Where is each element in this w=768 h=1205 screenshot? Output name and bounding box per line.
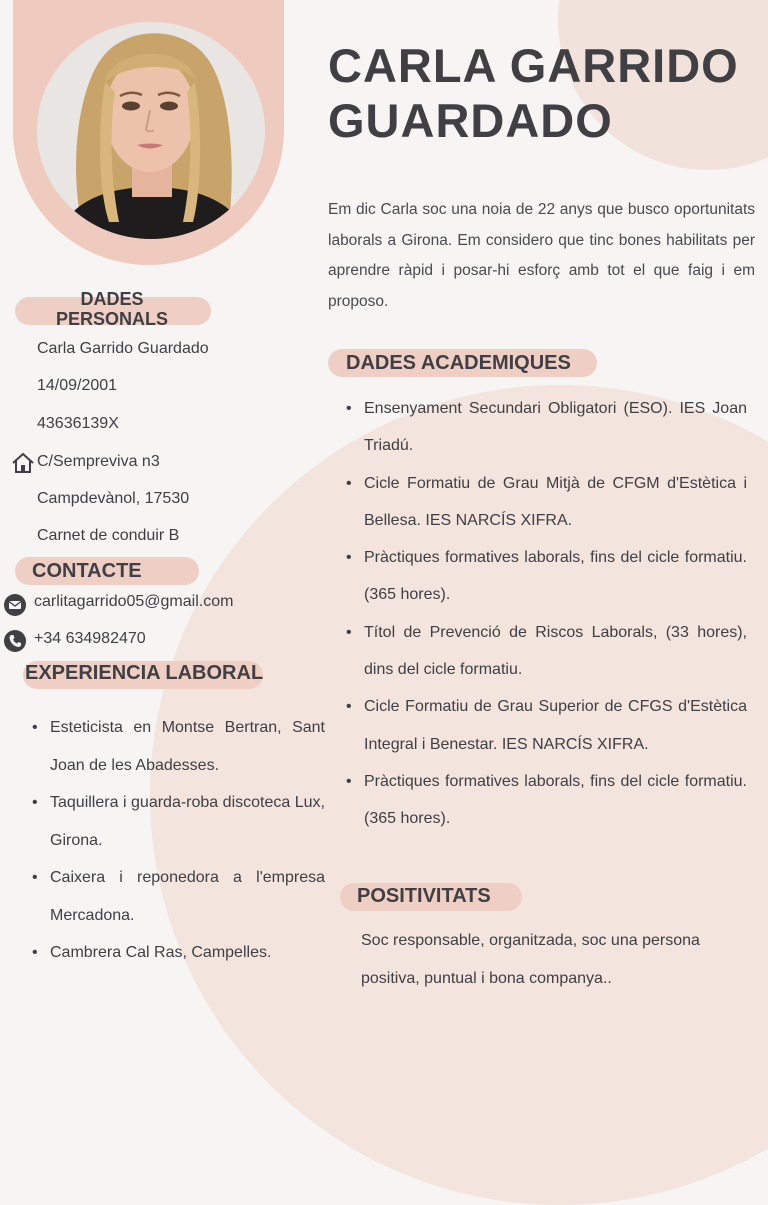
personal-id-number: 43636139X — [37, 415, 119, 432]
experience-list — [28, 709, 325, 972]
personal-license: Carnet de conduir B — [37, 527, 180, 544]
list-item: • Cicle Formatiu de Grau Superior de CFGS d'Estètica Integral i Benestar. IES NARCÍS XIFRA. — [342, 688, 747, 763]
list-item: • Pràctiques formatives laborals, fins del cicle formatiu. (365 hores). — [342, 763, 747, 838]
phone-icon — [4, 630, 26, 652]
personal-title-line-2: PERSONALS — [55, 309, 169, 329]
personal-address: C/Sempreviva n3 — [37, 453, 160, 470]
personal-full-name: Carla Garrido Guardado — [37, 340, 209, 357]
list-item: • Cambrera Cal Ras, Campelles. — [28, 934, 325, 972]
positivitats-section-title: POSITIVITATS — [357, 885, 491, 907]
list-item: • Taquillera i guarda-roba discoteca Lux, Girona. — [28, 784, 325, 859]
experience-section-title: EXPERIENCIA LABORAL — [25, 662, 264, 684]
profile-photo-illustration — [37, 22, 265, 239]
personal-birth-date: 14/09/2001 — [37, 377, 118, 394]
personal-title-line-1: DADES — [80, 289, 144, 309]
list-item: • Esteticista en Montse Bertran, Sant Joan de les Abadesses. — [28, 709, 325, 784]
list-item: • Caixera i reponedora a l'empresa Mercadona. — [28, 859, 325, 934]
academic-section-title: DADES ACADEMIQUES — [346, 352, 571, 374]
name-line-1: CARLA GARRIDO — [328, 39, 739, 92]
candidate-name — [328, 38, 739, 148]
personal-section-title — [16, 289, 208, 329]
list-item: • Ensenyament Secundari Obligatori (ESO). IES Joan Triadú. — [342, 390, 747, 465]
name-line-2: GUARDADO — [328, 94, 613, 147]
positivitats-text: Soc responsable, organitzada, soc una persona positiva, puntual i bona companya.. — [361, 932, 700, 987]
list-item: • Pràctiques formatives laborals, fins del cicle formatiu. (365 hores). — [342, 539, 747, 614]
list-item: • Títol de Prevenció de Riscos Laborals, (33 hores), dins del cicle formatiu. — [342, 614, 747, 689]
intro-paragraph: Em dic Carla soc una noia de 22 anys que busco oportunitats laborals a Girona. Em considero que tinc bones habilitats per aprendre ràpid i posar-hi esforç amb tot el que faig i em proposo. — [328, 201, 755, 310]
contact-section-title: CONTACTE — [32, 560, 142, 582]
academic-list — [342, 390, 747, 838]
list-item: • Cicle Formatiu de Grau Mitjà de CFGM d'Estètica i Bellesa. IES NARCÍS XIFRA. — [342, 465, 747, 540]
personal-city: Campdevànol, 17530 — [37, 490, 190, 507]
contact-phone[interactable]: +34 634982470 — [34, 630, 146, 647]
profile-photo — [37, 22, 265, 239]
contact-email[interactable]: carlitagarrido05@gmail.com — [34, 593, 234, 610]
home-icon — [11, 452, 35, 474]
envelope-icon — [4, 594, 26, 616]
